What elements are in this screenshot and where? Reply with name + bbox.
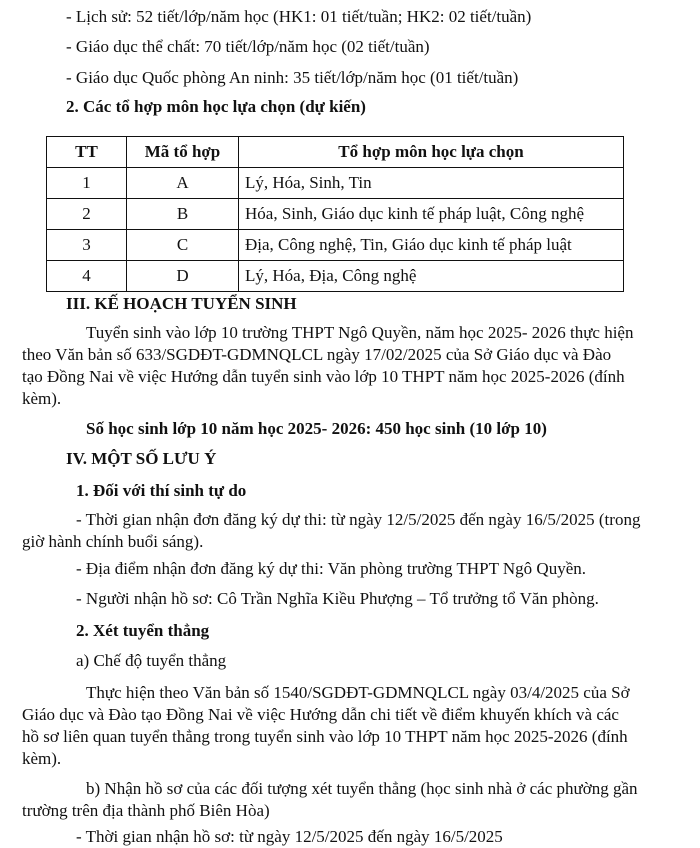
cell-combination: Địa, Công nghệ, Tin, Giáo dục kinh tế pháp luật: [239, 230, 624, 261]
item-history: - Lịch sử: 52 tiết/lớp/năm học (HK1: 01 tiết/tuần; HK2: 02 tiết/tuần): [66, 7, 532, 26]
section3-para-line: tạo Đồng Nai về việc Hướng dẫn tuyển sinh vào lớp 10 THPT năm học 2025-2026 (đính: [22, 367, 625, 386]
cell-code: D: [127, 261, 239, 292]
table-row: [47, 230, 624, 261]
cell-tt: 2: [47, 199, 127, 230]
cell-combination: Lý, Hóa, Sinh, Tin: [239, 168, 624, 199]
sub1-item: - Địa điểm nhận đơn đăng ký dự thi: Văn phòng trường THPT Ngô Quyền.: [76, 559, 586, 578]
sub2a-heading: a) Chế độ tuyển thẳng: [76, 651, 227, 670]
item-physical-education: - Giáo dục thể chất: 70 tiết/lớp/năm học (02 tiết/tuần): [66, 37, 430, 56]
cell-tt: 3: [47, 230, 127, 261]
section2-heading: 2. Các tổ hợp môn học lựa chọn (dự kiến): [66, 97, 366, 116]
sub1-item: giờ hành chính buổi sáng).: [22, 532, 204, 551]
section3-para-line: Tuyển sinh vào lớp 10 trường THPT Ngô Quyền, năm học 2025- 2026 thực hiện: [86, 323, 634, 342]
section3-heading: III. KẾ HOẠCH TUYỂN SINH: [66, 294, 297, 313]
table-row: [47, 199, 624, 230]
section3-para-line: kèm).: [22, 389, 62, 408]
sub1-item: - Người nhận hồ sơ: Cô Trần Nghĩa Kiều Phượng – Tổ trưởng tổ Văn phòng.: [76, 589, 599, 608]
cell-code: B: [127, 199, 239, 230]
last-item: - Thời gian nhận hồ sơ: từ ngày 12/5/2025 đến ngày 16/5/2025: [76, 827, 503, 846]
cell-tt: 4: [47, 261, 127, 292]
cell-code: A: [127, 168, 239, 199]
cell-combination: Hóa, Sinh, Giáo dục kinh tế pháp luật, Công nghệ: [239, 199, 624, 230]
cell-tt: 1: [47, 168, 127, 199]
subject-combination-table: [46, 136, 624, 292]
table-row: [47, 261, 624, 292]
header-code: Mã tổ hợp: [127, 137, 239, 168]
section4-heading: IV. MỘT SỐ LƯU Ý: [66, 449, 217, 468]
sub2a-para-line: Giáo dục và Đào tạo Đồng Nai về việc Hướng dẫn chi tiết về điểm khuyến khích và các: [22, 705, 619, 724]
sub2a-para-line: hồ sơ liên quan tuyển thẳng trong tuyển sinh vào lớp 10 THPT năm học 2025-2026 (đính: [22, 727, 628, 746]
item-defense-education: - Giáo dục Quốc phòng An ninh: 35 tiết/lớp/năm học (01 tiết/tuần): [66, 68, 519, 87]
student-count: Số học sinh lớp 10 năm học 2025- 2026: 450 học sinh (10 lớp 10): [86, 419, 547, 438]
sub2b-para-line: b) Nhận hồ sơ của các đối tượng xét tuyển thẳng (học sinh nhà ở các phường gần: [86, 779, 638, 798]
header-combination: Tổ hợp môn học lựa chọn: [239, 137, 624, 168]
sub2-heading: 2. Xét tuyển thẳng: [76, 621, 210, 640]
sub2a-para-line: kèm).: [22, 749, 62, 768]
section3-para-line: theo Văn bản số 633/SGDĐT-GDMNQLCL ngày 17/02/2025 của Sở Giáo dục và Đào: [22, 345, 612, 364]
sub2b-para-line: trường trên địa thành phố Biên Hòa): [22, 801, 270, 820]
table-header-row: [47, 137, 624, 168]
sub2a-para-line: Thực hiện theo Văn bản số 1540/SGDĐT-GDMNQLCL ngày 03/4/2025 của Sở: [86, 683, 630, 702]
header-tt: TT: [47, 137, 127, 168]
cell-combination: Lý, Hóa, Địa, Công nghệ: [239, 261, 624, 292]
cell-code: C: [127, 230, 239, 261]
table-row: [47, 168, 624, 199]
sub1-heading: 1. Đối với thí sinh tự do: [76, 481, 247, 500]
sub1-item: - Thời gian nhận đơn đăng ký dự thi: từ ngày 12/5/2025 đến ngày 16/5/2025 (trong: [76, 510, 641, 529]
